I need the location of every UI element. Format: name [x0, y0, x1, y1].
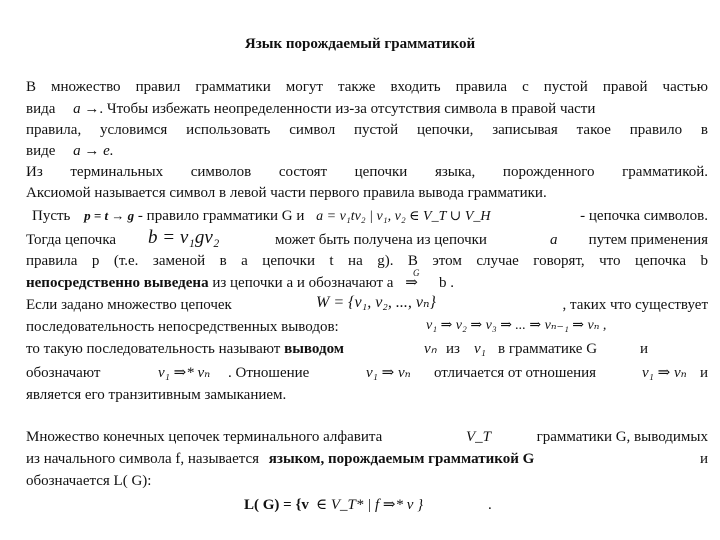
- text-line-10: [26, 268, 708, 292]
- text-fragment: обозначают: [26, 365, 101, 381]
- text-line-5: Из терминальных символов состоят цепочки языка, порожденного грамматикой.: [26, 164, 708, 180]
- text-fragment: - правило грамматики G и: [137, 208, 305, 224]
- text-line-12: [26, 318, 708, 336]
- formula-empty-rule: a →: [73, 101, 100, 117]
- text-fragment: Пусть: [32, 208, 71, 224]
- text-fragment: грамматики G, выводимых: [536, 429, 708, 445]
- formula-derivation-chain: v₁ ⇒ v₂ ⇒ v₃ ⇒ ... ⇒ vₙ₋₁ ⇒ vₙ ,: [426, 318, 607, 333]
- formula-v1: v₁: [474, 341, 486, 357]
- grammar-mark: G: [412, 268, 420, 278]
- text-fragment: из: [446, 341, 460, 357]
- text-fragment: обозначается L( G):: [26, 473, 152, 489]
- formula-relation-2: v₁ ⇒ vₙ: [642, 365, 687, 381]
- formula-relation: v₁ ⇒ vₙ: [366, 365, 411, 381]
- text-line-11: [26, 296, 708, 314]
- text-fragment: вида: [26, 101, 56, 117]
- text-line-2: [26, 100, 708, 118]
- text-fragment: Если задано множество цепочек: [26, 297, 232, 313]
- text-fragment: языком, порождаемым грамматикой G: [268, 451, 535, 467]
- text-fragment: из цепочки a и обозначают a: [212, 275, 394, 291]
- text-fragment: непосредственно выведена: [26, 275, 209, 291]
- text-fragment: и: [699, 451, 708, 467]
- text-line-16: [26, 428, 708, 446]
- text-fragment: Тогда цепочка: [26, 232, 117, 248]
- text-fragment: Множество конечных цепочек терминального алфавита: [26, 429, 383, 445]
- formula-empty-chain-rule: a → e.: [73, 143, 114, 159]
- formula-language-rhs: ∈ V_T* | f ⇒* v }: [316, 497, 424, 513]
- text-line-14: [26, 364, 708, 382]
- text-fragment: последовательность непосредственных выводов:: [26, 319, 339, 335]
- derivation-arrow: G ⇒: [405, 274, 427, 292]
- text-line-18: [26, 472, 708, 490]
- formula-vn: vₙ: [424, 341, 437, 357]
- text-fragment: может быть получена из цепочки: [275, 232, 487, 248]
- text-line-6: Аксиомой называется символ в левой части первого правила вывода грамматики.: [26, 185, 547, 201]
- formula-chain-a: a = v₁tv₂ | v₁, v₂ ∈ V_T ∪ V_H: [316, 209, 491, 224]
- text-fragment: .: [488, 497, 492, 513]
- text-fragment: b .: [438, 275, 454, 291]
- text-line-8: [26, 227, 708, 249]
- text-line-1: В множество правил грамматики могут также входить правила с пустой правой частью: [26, 79, 708, 95]
- text-line-3: правила, условимся использовать символ пустой цепочки, записывая такое правило в: [26, 122, 708, 138]
- text-fragment: - цепочка символов.: [580, 208, 708, 224]
- text-line-13: [26, 340, 708, 358]
- text-fragment: и: [639, 341, 648, 357]
- formula-set-w: W = {v₁, v₂, ..., vₙ}: [316, 294, 436, 311]
- formula-closure: v₁ ⇒* vₙ: [158, 365, 211, 381]
- formula-language-lhs: L( G) = {v: [244, 497, 309, 513]
- text-fragment: , таких что существует: [562, 297, 708, 313]
- text-line-9: правила p (т.е. заменой в a цепочки t на g). В этом случае говорят, что цепочка b: [26, 253, 708, 269]
- formula-rule-p: p = t → g: [84, 208, 135, 223]
- text-fragment: из начального символа f, называется: [26, 451, 260, 467]
- formula-vt: V_T: [466, 429, 492, 445]
- text-fragment: виде: [26, 143, 56, 159]
- text-fragment: . Чтобы избежать неопределенности из-за отсутствия символа в правой части: [99, 101, 596, 117]
- text-fragment: a: [550, 232, 558, 248]
- formula-chain-b: b = v₁gv₂: [148, 227, 220, 248]
- text-fragment: выводом: [284, 341, 345, 357]
- text-line-17: [26, 450, 708, 468]
- text-fragment: путем применения: [588, 232, 708, 248]
- text-fragment: . Отношение: [228, 365, 310, 381]
- text-fragment: отличается от отношения: [434, 365, 597, 381]
- text-line-4: [26, 142, 708, 160]
- page-title: Язык порождаемый грамматикой: [244, 36, 476, 52]
- text-fragment: и: [699, 365, 708, 381]
- text-line-7: [26, 207, 708, 226]
- text-fragment: то такую последовательность называют: [26, 341, 281, 357]
- text-fragment: в грамматике G: [498, 341, 598, 357]
- text-line-15: является его транзитивным замыканием.: [26, 387, 287, 403]
